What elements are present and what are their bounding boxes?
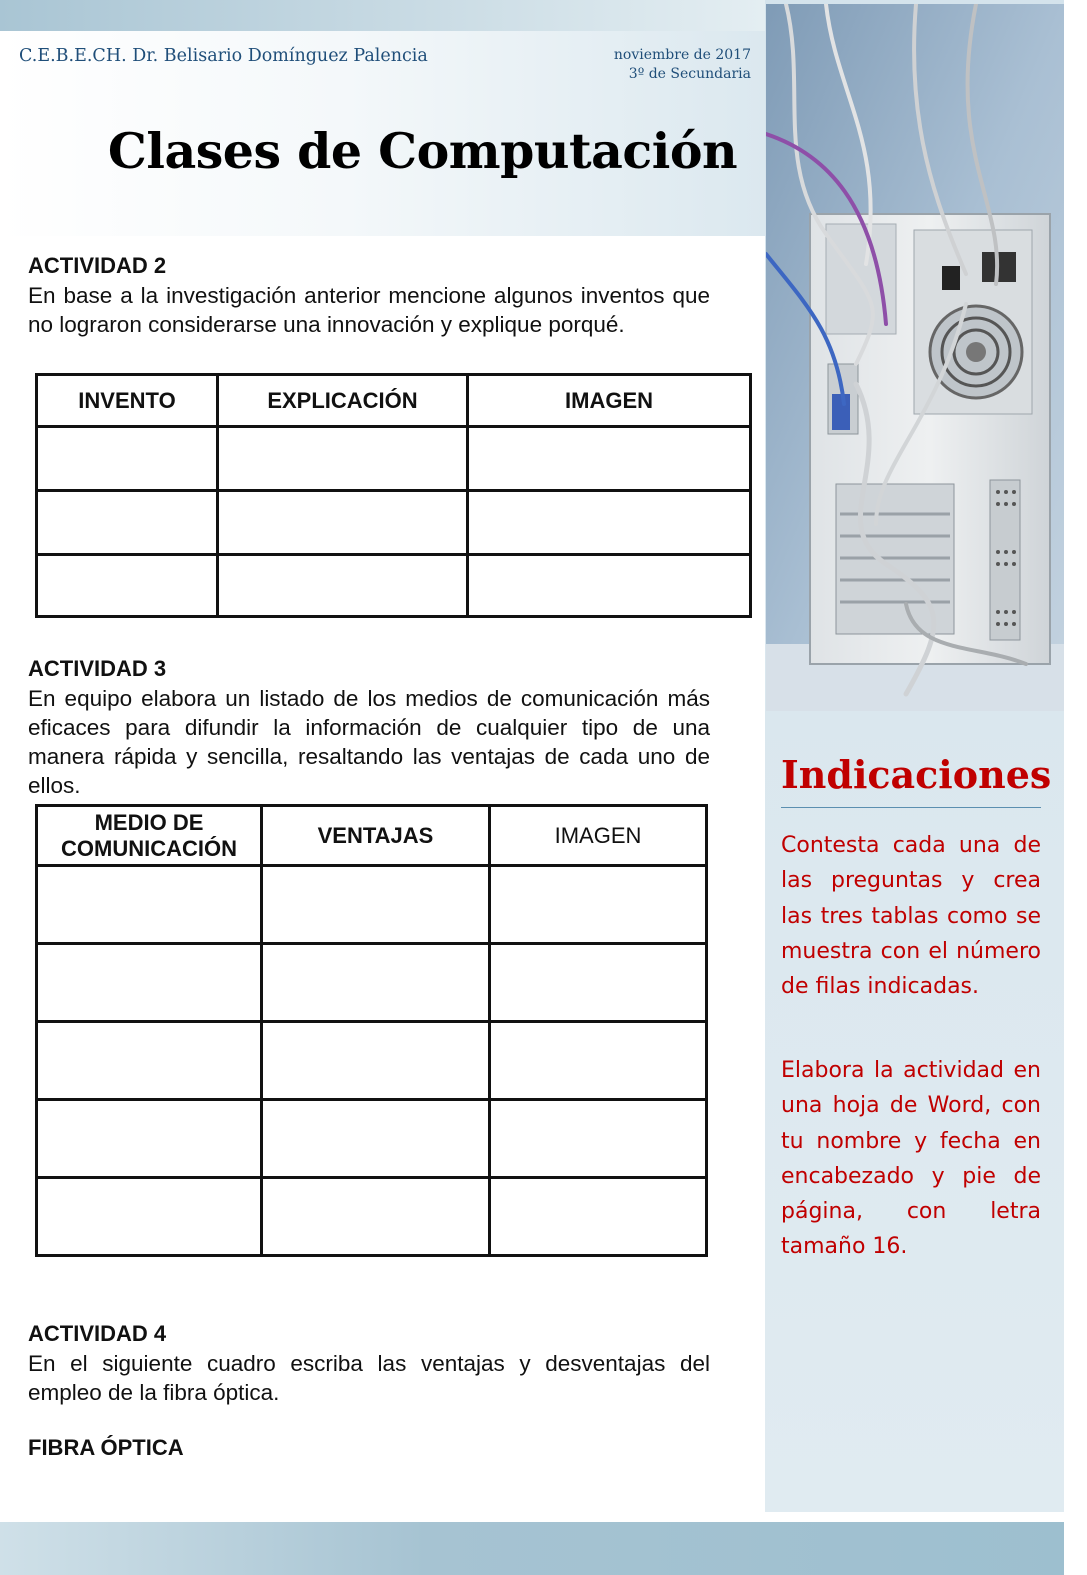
activity2-title: ACTIVIDAD 2 bbox=[28, 253, 167, 278]
table-cell bbox=[37, 1100, 262, 1178]
column-header-imagen: IMAGEN bbox=[468, 375, 751, 427]
bottom-band bbox=[0, 1522, 1064, 1575]
activity3-text: En equipo elabora un listado de los medios de comunicación más eficaces para difundir la información de cualquier tipo de una manera rápida y sencilla, resaltando las ventajas de cada uno de ellos. bbox=[28, 686, 710, 798]
indicaciones-divider bbox=[781, 807, 1041, 808]
top-band bbox=[0, 0, 765, 31]
table-cell bbox=[490, 1178, 707, 1256]
table-row bbox=[37, 1022, 707, 1100]
table-cell bbox=[37, 427, 218, 491]
table-cell bbox=[37, 555, 218, 617]
table-cell bbox=[218, 427, 468, 491]
table-row bbox=[37, 1178, 707, 1256]
activity3-table bbox=[35, 804, 708, 1257]
table-cell bbox=[37, 491, 218, 555]
header-date: noviembre de 2017 bbox=[613, 47, 751, 63]
table-cell bbox=[262, 1178, 490, 1256]
table-cell bbox=[490, 944, 707, 1022]
activity3-title: ACTIVIDAD 3 bbox=[28, 656, 167, 681]
table-cell bbox=[218, 555, 468, 617]
table-row bbox=[37, 555, 751, 617]
activity2-table bbox=[35, 373, 752, 618]
table-cell bbox=[262, 866, 490, 944]
column-header-explicacion: EXPLICACIÓN bbox=[218, 375, 468, 427]
table-row bbox=[37, 866, 707, 944]
computer-tower-cables-icon bbox=[766, 4, 1064, 711]
page-title: Clases de Computación bbox=[107, 122, 738, 180]
header-date-block bbox=[614, 46, 751, 84]
table-cell bbox=[262, 944, 490, 1022]
table-cell bbox=[490, 866, 707, 944]
table-cell bbox=[37, 866, 262, 944]
table-cell bbox=[490, 1022, 707, 1100]
indicaciones-paragraph-2: Elabora la actividad en una hoja de Word, con tu nombre y fecha en encabezado y pie de página, con letra tamaño 16. bbox=[781, 1058, 1041, 1260]
table-cell bbox=[490, 1100, 707, 1178]
activity4-subtitle: FIBRA ÓPTICA bbox=[28, 1435, 184, 1460]
table-cell bbox=[468, 555, 751, 617]
indicaciones-paragraph-1: Contesta cada una de las preguntas y crea las tres tablas como se muestra con el número de filas indicadas. bbox=[781, 833, 1041, 1000]
table-cell bbox=[468, 491, 751, 555]
activity4-title: ACTIVIDAD 4 bbox=[28, 1321, 167, 1346]
table-cell bbox=[262, 1100, 490, 1178]
table-cell bbox=[37, 944, 262, 1022]
table-cell bbox=[37, 1178, 262, 1256]
column-header-invento: INVENTO bbox=[37, 375, 218, 427]
table-row bbox=[37, 1100, 707, 1178]
indicaciones-heading: Indicaciones bbox=[781, 752, 1052, 797]
table-row bbox=[37, 944, 707, 1022]
table-cell bbox=[262, 1022, 490, 1100]
table-row bbox=[37, 491, 751, 555]
column-header-imagen: IMAGEN bbox=[490, 806, 707, 866]
school-name: C.E.B.E.CH. Dr. Belisario Domínguez Palencia bbox=[19, 46, 428, 66]
table-cell bbox=[468, 427, 751, 491]
table-row bbox=[37, 427, 751, 491]
column-header-ventajas: VENTAJAS bbox=[262, 806, 490, 866]
activity4-text: En el siguiente cuadro escriba las ventajas y desventajas del empleo de la fibra óptica. bbox=[28, 1351, 710, 1405]
table-header-row bbox=[37, 806, 707, 866]
table-header-row bbox=[37, 375, 751, 427]
activity2-text: En base a la investigación anterior mencione algunos inventos que no lograron considerarse una innovación y explique porqué. bbox=[28, 283, 710, 337]
table-cell bbox=[218, 491, 468, 555]
table-cell bbox=[37, 1022, 262, 1100]
column-header-medio: MEDIO DE COMUNICACIÓN bbox=[37, 806, 262, 866]
header-grade: 3º de Secundaria bbox=[628, 66, 751, 82]
